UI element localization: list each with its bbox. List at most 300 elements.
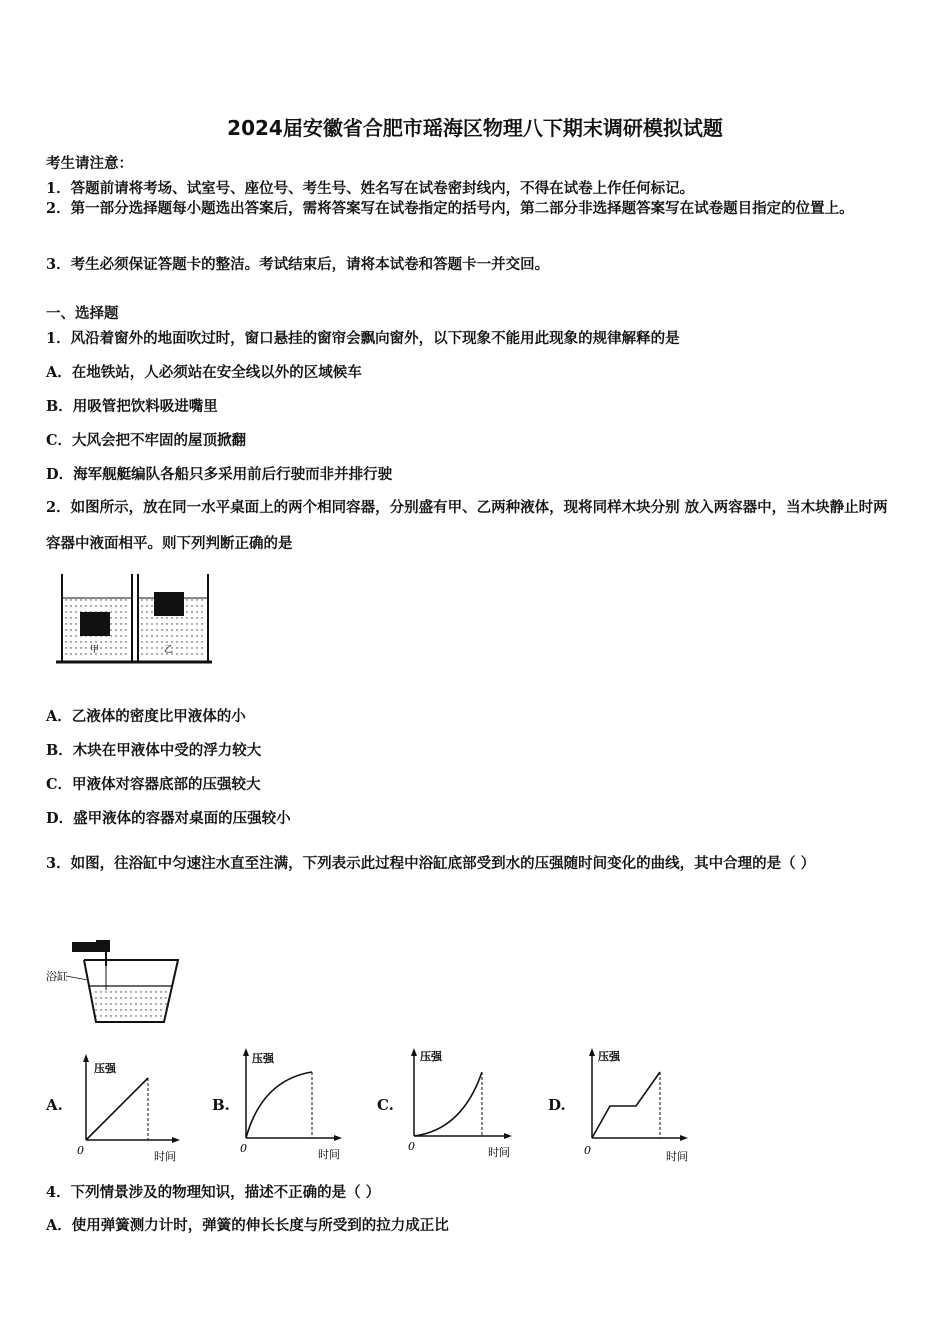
- water-dot: [140, 997, 141, 998]
- bathtub-figure: [44, 936, 184, 1028]
- option: A．在地铁站，人必须站在安全线以外的区域候车: [46, 364, 362, 381]
- water-dot: [125, 1015, 126, 1016]
- liquid-dot: [171, 635, 172, 636]
- liquid-dot: [161, 623, 162, 624]
- water-dot: [160, 991, 161, 992]
- liquid-dot: [110, 641, 111, 642]
- liquid-dot: [90, 641, 91, 642]
- liquid-dot: [141, 617, 142, 618]
- water-dot: [115, 1003, 116, 1004]
- liquid-dot: [151, 623, 152, 624]
- water-dot: [155, 997, 156, 998]
- liquid-dot: [110, 635, 111, 636]
- liquid-dot: [181, 623, 182, 624]
- water-dot: [145, 997, 146, 998]
- liquid-dot: [196, 635, 197, 636]
- liquid-dot: [181, 629, 182, 630]
- liquid-dot: [146, 623, 147, 624]
- liquid-dot: [161, 629, 162, 630]
- water-dot: [155, 1009, 156, 1010]
- liquid-dot: [166, 617, 167, 618]
- liquid-dot: [65, 653, 66, 654]
- water-dot: [120, 1003, 121, 1004]
- water-dot: [150, 1015, 151, 1016]
- liquid-dot: [105, 605, 106, 606]
- liquid-dot: [115, 641, 116, 642]
- liquid-dot: [171, 629, 172, 630]
- graph-a: [74, 1052, 184, 1164]
- liquid-dot: [80, 653, 81, 654]
- liquid-dot: [201, 599, 202, 600]
- water-dot: [135, 991, 136, 992]
- liquid-dot: [146, 641, 147, 642]
- liquid-dot: [156, 647, 157, 648]
- water-dot: [125, 991, 126, 992]
- liquid-dot: [191, 653, 192, 654]
- liquid-dot: [100, 605, 101, 606]
- liquid-dot: [85, 641, 86, 642]
- liquid-dot: [115, 611, 116, 612]
- liquid-dot: [146, 605, 147, 606]
- water-dot: [130, 1015, 131, 1016]
- water-dot: [110, 991, 111, 992]
- water-dot: [105, 991, 106, 992]
- liquid-dot: [125, 647, 126, 648]
- question-stem: 4．下列情景涉及的物理知识，描述不正确的是（ ）: [46, 1184, 381, 1201]
- liquid-dot: [90, 605, 91, 606]
- x-axis-label: 时间: [318, 1148, 340, 1161]
- liquid-dot: [181, 641, 182, 642]
- liquid-dot: [201, 617, 202, 618]
- liquid-dot: [181, 617, 182, 618]
- liquid-dot: [120, 641, 121, 642]
- liquid-dot: [110, 611, 111, 612]
- water-dot: [155, 1003, 156, 1004]
- liquid-dot: [65, 611, 66, 612]
- water-dot: [160, 1003, 161, 1004]
- water-dot: [95, 997, 96, 998]
- liquid-dot: [110, 647, 111, 648]
- liquid-dot: [141, 599, 142, 600]
- option: D．盛甲液体的容器对桌面的压强较小: [46, 810, 291, 827]
- water-dot: [95, 1015, 96, 1016]
- water-dot: [145, 1009, 146, 1010]
- water-dot: [105, 1015, 106, 1016]
- water-dot: [110, 1015, 111, 1016]
- liquid-dot: [70, 653, 71, 654]
- liquid-dot: [176, 623, 177, 624]
- question-stem: 1．风沿着窗外的地面吹过时，窗口悬挂的窗帘会飘向窗外，以下现象不能用此现象的规律解释的是: [46, 330, 680, 347]
- liquid-dot: [191, 629, 192, 630]
- water-dot: [115, 1009, 116, 1010]
- liquid-dot: [115, 617, 116, 618]
- water-dot: [160, 1009, 161, 1010]
- liquid-dot: [141, 623, 142, 624]
- page-title: 2024届安徽省合肥市瑶海区物理八下期末调研模拟试题: [227, 116, 723, 140]
- container-label-yi: 乙: [164, 645, 174, 655]
- liquid-dot: [201, 611, 202, 612]
- liquid-dot: [85, 599, 86, 600]
- water-dot: [150, 1009, 151, 1010]
- graph-option-letter: A.: [46, 1096, 63, 1114]
- water-dot: [120, 997, 121, 998]
- notice-item: 2．第一部分选择题每小题选出答案后，需将答案写在试卷指定的括号内，第二部分非选择题答案写在试卷题目指定的位置上。: [46, 200, 854, 217]
- liquid-dot: [115, 647, 116, 648]
- water-dot: [145, 1003, 146, 1004]
- origin-label: 0: [408, 1140, 415, 1153]
- liquid-dot: [181, 635, 182, 636]
- liquid-dot: [115, 605, 116, 606]
- liquid-dot: [201, 647, 202, 648]
- liquid-dot: [75, 617, 76, 618]
- water-dot: [135, 1003, 136, 1004]
- liquid-dot: [201, 605, 202, 606]
- liquid-dot: [176, 641, 177, 642]
- liquid-dot: [141, 629, 142, 630]
- graph-option-letter: D.: [548, 1096, 566, 1114]
- section-heading: 一、选择题: [46, 305, 119, 322]
- liquid-dot: [196, 611, 197, 612]
- liquid-dot: [85, 647, 86, 648]
- liquid-dot: [201, 653, 202, 654]
- liquid-dot: [75, 623, 76, 624]
- liquid-dot: [95, 605, 96, 606]
- water-dot: [150, 997, 151, 998]
- liquid-dot: [125, 629, 126, 630]
- water-dot: [160, 997, 161, 998]
- liquid-dot: [65, 623, 66, 624]
- liquid-dot: [141, 605, 142, 606]
- water-dot: [140, 1009, 141, 1010]
- water-dot: [125, 997, 126, 998]
- liquid-dot: [70, 641, 71, 642]
- liquid-dot: [70, 629, 71, 630]
- liquid-dot: [156, 629, 157, 630]
- liquid-dot: [191, 641, 192, 642]
- water-dot: [165, 1003, 166, 1004]
- water-dot: [165, 991, 166, 992]
- water-dot: [145, 1015, 146, 1016]
- liquid-dot: [151, 635, 152, 636]
- liquid-dot: [120, 647, 121, 648]
- liquid-dot: [186, 599, 187, 600]
- liquid-dot: [65, 617, 66, 618]
- liquid-dot: [176, 629, 177, 630]
- water-dot: [110, 1009, 111, 1010]
- liquid-dot: [151, 599, 152, 600]
- liquid-dot: [161, 641, 162, 642]
- containers-figure: [54, 570, 214, 670]
- liquid-dot: [161, 635, 162, 636]
- liquid-dot: [156, 617, 157, 618]
- liquid-dot: [65, 647, 66, 648]
- container-label-jia: 甲: [90, 645, 100, 655]
- water-dot: [100, 991, 101, 992]
- liquid-dot: [196, 629, 197, 630]
- liquid-dot: [70, 635, 71, 636]
- liquid-dot: [171, 623, 172, 624]
- water-dot: [105, 1009, 106, 1010]
- option: C．甲液体对容器底部的压强较大: [46, 776, 261, 793]
- liquid-dot: [105, 653, 106, 654]
- water-dot: [115, 1015, 116, 1016]
- liquid-dot: [141, 611, 142, 612]
- liquid-dot: [186, 617, 187, 618]
- bathtub-label: 浴缸: [46, 970, 68, 983]
- water-dot: [130, 1003, 131, 1004]
- option: A．乙液体的密度比甲液体的小: [46, 708, 246, 725]
- liquid-dot: [151, 629, 152, 630]
- liquid-dot: [196, 647, 197, 648]
- water-dot: [125, 1009, 126, 1010]
- liquid-dot: [115, 623, 116, 624]
- liquid-dot: [75, 605, 76, 606]
- liquid-dot: [146, 629, 147, 630]
- liquid-dot: [115, 629, 116, 630]
- liquid-dot: [125, 605, 126, 606]
- liquid-dot: [146, 635, 147, 636]
- liquid-dot: [191, 635, 192, 636]
- liquid-dot: [146, 653, 147, 654]
- liquid-dot: [110, 617, 111, 618]
- option: B．用吸管把饮料吸进嘴里: [46, 398, 218, 415]
- liquid-dot: [70, 611, 71, 612]
- liquid-dot: [156, 653, 157, 654]
- water-dot: [140, 1003, 141, 1004]
- water-dot: [140, 991, 141, 992]
- liquid-dot: [186, 641, 187, 642]
- option: A．使用弹簧测力计时，弹簧的伸长长度与所受到的拉力成正比: [46, 1217, 449, 1234]
- liquid-dot: [120, 611, 121, 612]
- origin-label: 0: [584, 1144, 591, 1157]
- liquid-dot: [80, 605, 81, 606]
- liquid-dot: [120, 623, 121, 624]
- origin-label: 0: [77, 1144, 84, 1157]
- liquid-dot: [146, 647, 147, 648]
- liquid-dot: [65, 635, 66, 636]
- x-axis-label: 时间: [666, 1150, 688, 1163]
- liquid-dot: [120, 629, 121, 630]
- liquid-dot: [90, 599, 91, 600]
- water-dot: [95, 1003, 96, 1004]
- water-dot: [100, 1003, 101, 1004]
- liquid-dot: [166, 623, 167, 624]
- liquid-dot: [146, 617, 147, 618]
- water-dot: [115, 997, 116, 998]
- liquid-dot: [110, 605, 111, 606]
- liquid-dot: [201, 641, 202, 642]
- y-axis-label: 压强: [252, 1052, 274, 1065]
- notice-item: 1．答题前请将考场、试室号、座位号、考生号、姓名写在试卷密封线内，不得在试卷上作任何标记。: [46, 180, 695, 197]
- liquid-dot: [125, 599, 126, 600]
- water-dot: [155, 991, 156, 992]
- liquid-dot: [120, 599, 121, 600]
- liquid-dot: [65, 641, 66, 642]
- liquid-dot: [186, 605, 187, 606]
- y-axis-label: 压强: [94, 1062, 116, 1075]
- graph-option-letter: C.: [377, 1096, 394, 1114]
- liquid-dot: [191, 611, 192, 612]
- liquid-dot: [191, 647, 192, 648]
- liquid-dot: [65, 629, 66, 630]
- liquid-dot: [120, 635, 121, 636]
- liquid-dot: [65, 605, 66, 606]
- graph-c: [402, 1044, 522, 1164]
- option: C．大风会把不牢固的屋顶掀翻: [46, 432, 247, 449]
- x-axis-label: 时间: [154, 1150, 176, 1163]
- liquid-dot: [141, 653, 142, 654]
- question-stem: 2．如图所示，放在同一水平桌面上的两个相同容器，分别盛有甲、乙两种液体，现将同样木块分别 放入两容器中，当木块静止时两容器中液面相平。则下列判断正确的是: [46, 499, 888, 552]
- liquid-dot: [176, 617, 177, 618]
- liquid-dot: [196, 599, 197, 600]
- water-dot: [95, 991, 96, 992]
- liquid-dot: [166, 629, 167, 630]
- liquid-dot: [125, 635, 126, 636]
- liquid-dot: [166, 641, 167, 642]
- liquid-dot: [115, 653, 116, 654]
- liquid-dot: [181, 653, 182, 654]
- liquid-dot: [171, 641, 172, 642]
- liquid-dot: [70, 599, 71, 600]
- graph-b: [232, 1044, 352, 1164]
- liquid-dot: [186, 647, 187, 648]
- water-dot: [145, 991, 146, 992]
- liquid-dot: [80, 641, 81, 642]
- liquid-dot: [161, 653, 162, 654]
- y-axis-label: 压强: [420, 1050, 442, 1063]
- liquid-dot: [70, 647, 71, 648]
- liquid-dot: [95, 599, 96, 600]
- water-dot: [165, 1015, 166, 1016]
- notice-item: 3．考生必须保证答题卡的整洁。考试结束后，请将本试卷和答题卡一并交回。: [46, 256, 550, 273]
- liquid-dot: [120, 653, 121, 654]
- liquid-dot: [141, 641, 142, 642]
- liquid-dot: [186, 623, 187, 624]
- water-dot: [130, 991, 131, 992]
- liquid-dot: [75, 635, 76, 636]
- water-dot: [95, 1009, 96, 1010]
- liquid-dot: [156, 623, 157, 624]
- graph-d: [578, 1044, 698, 1166]
- liquid-dot: [110, 629, 111, 630]
- water-dot: [155, 1015, 156, 1016]
- liquid-dot: [100, 641, 101, 642]
- liquid-dot: [196, 605, 197, 606]
- liquid-dot: [105, 647, 106, 648]
- water-dot: [135, 997, 136, 998]
- liquid-dot: [75, 599, 76, 600]
- liquid-dot: [151, 617, 152, 618]
- water-dot: [165, 997, 166, 998]
- liquid-dot: [110, 599, 111, 600]
- water-dot: [120, 1015, 121, 1016]
- liquid-dot: [191, 623, 192, 624]
- liquid-dot: [70, 617, 71, 618]
- liquid-dot: [186, 635, 187, 636]
- liquid-dot: [191, 599, 192, 600]
- liquid-dot: [75, 611, 76, 612]
- liquid-dot: [196, 623, 197, 624]
- liquid-dot: [115, 599, 116, 600]
- liquid-dot: [70, 605, 71, 606]
- liquid-dot: [186, 629, 187, 630]
- liquid-dot: [186, 611, 187, 612]
- liquid-dot: [196, 641, 197, 642]
- liquid-dot: [75, 641, 76, 642]
- water-dot: [125, 1003, 126, 1004]
- origin-label: 0: [240, 1142, 247, 1155]
- liquid-dot: [110, 653, 111, 654]
- water-dot: [135, 1015, 136, 1016]
- water-dot: [165, 1009, 166, 1010]
- liquid-dot: [105, 641, 106, 642]
- liquid-dot: [201, 623, 202, 624]
- liquid-dot: [110, 623, 111, 624]
- water-dot: [150, 1003, 151, 1004]
- liquid-dot: [176, 635, 177, 636]
- liquid-dot: [125, 653, 126, 654]
- liquid-dot: [80, 647, 81, 648]
- liquid-dot: [146, 599, 147, 600]
- liquid-dot: [125, 623, 126, 624]
- liquid-dot: [125, 617, 126, 618]
- liquid-dot: [95, 641, 96, 642]
- liquid-dot: [151, 641, 152, 642]
- liquid-dot: [120, 617, 121, 618]
- liquid-dot: [191, 617, 192, 618]
- liquid-dot: [70, 623, 71, 624]
- water-dot: [110, 1003, 111, 1004]
- liquid-dot: [75, 653, 76, 654]
- y-axis-label: 压强: [598, 1050, 620, 1063]
- x-axis-label: 时间: [488, 1146, 510, 1159]
- liquid-dot: [115, 635, 116, 636]
- liquid-dot: [100, 599, 101, 600]
- liquid-dot: [75, 647, 76, 648]
- liquid-dot: [120, 605, 121, 606]
- liquid-dot: [125, 641, 126, 642]
- water-dot: [110, 997, 111, 998]
- liquid-dot: [201, 629, 202, 630]
- liquid-dot: [156, 641, 157, 642]
- liquid-dot: [151, 605, 152, 606]
- liquid-dot: [100, 653, 101, 654]
- liquid-dot: [161, 647, 162, 648]
- liquid-dot: [161, 617, 162, 618]
- liquid-dot: [151, 647, 152, 648]
- liquid-dot: [151, 653, 152, 654]
- liquid-dot: [166, 635, 167, 636]
- liquid-dot: [105, 599, 106, 600]
- water-dot: [105, 1003, 106, 1004]
- water-dot: [130, 1009, 131, 1010]
- liquid-dot: [191, 605, 192, 606]
- water-dot: [100, 997, 101, 998]
- notice-heading: 考生请注意：: [46, 155, 133, 172]
- liquid-dot: [75, 629, 76, 630]
- question-stem: 3．如图，往浴缸中匀速注水直至注满，下列表示此过程中浴缸底部受到水的压强随时间变化的曲线，其中合理的是（ ）: [46, 855, 816, 872]
- liquid-dot: [146, 611, 147, 612]
- option: D．海军舰艇编队各船只多采用前后行驶而非并排行驶: [46, 466, 393, 483]
- water-dot: [140, 1015, 141, 1016]
- liquid-dot: [151, 611, 152, 612]
- water-dot: [115, 991, 116, 992]
- liquid-dot: [80, 599, 81, 600]
- liquid-dot: [141, 635, 142, 636]
- water-dot: [120, 991, 121, 992]
- liquid-dot: [201, 635, 202, 636]
- water-dot: [105, 997, 106, 998]
